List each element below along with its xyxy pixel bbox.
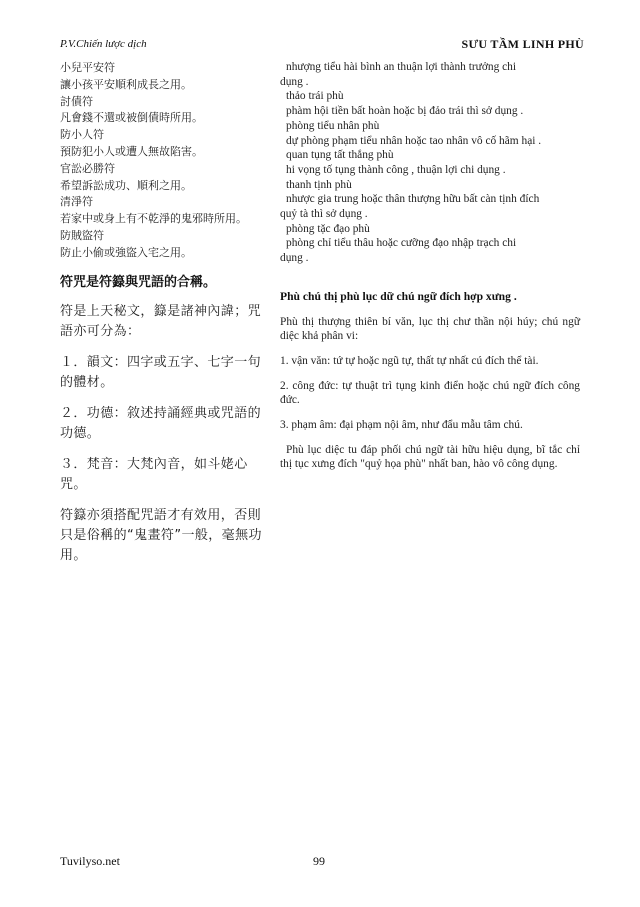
header-left-title: P.V.Chiến lược dịch xyxy=(60,38,147,50)
translation-line: quan tụng tất thắng phù xyxy=(286,149,394,162)
footer-site: Tuvilyso.net xyxy=(60,854,120,868)
section-heading-chinese: 符咒是符籙與咒語的合稱。 xyxy=(60,274,217,290)
paragraph-chinese: 符是上天秘文，籙是諸神內諱；咒語亦可分為： xyxy=(60,303,262,339)
translation-line: quỷ tà thì sở dụng . xyxy=(280,208,368,221)
translation-line: dụng . xyxy=(280,252,309,265)
paragraph-chinese: ２．功德：敘述持誦經典或咒語的功德。 xyxy=(60,405,262,441)
talisman-name: 清淨符 xyxy=(60,195,93,209)
section-heading-vietnamese: Phù chú thị phù lục dữ chú ngữ đích hợp xưng . xyxy=(280,289,517,303)
translation-line: phòng tiểu nhân phù xyxy=(286,119,380,132)
talisman-description: 凡會錢不還或被倒債時所用。 xyxy=(60,111,203,125)
translation-line: thảo trái phù xyxy=(286,90,344,103)
paragraph-chinese: １．韻文：四字或五字、七字一句的體材。 xyxy=(60,354,262,390)
paragraph-vietnamese: 3. phạm âm: đại phạm nội âm, như đẩu mẫu tâm chú. xyxy=(280,418,523,431)
translation-line: hi vọng tố tụng thành công , thuận lợi chi dụng . xyxy=(286,163,506,176)
translation-line: phòng chỉ tiểu thâu hoặc cưỡng đạo nhập trạch chi xyxy=(286,237,517,250)
talisman-description: 防止小偷或強盜入宅之用。 xyxy=(60,245,192,259)
paragraph-vietnamese: Phù lục diệc tu đáp phối chú ngữ tài hữu hiệu dụng, bĩ tắc chỉ thị tục xưng đích "quỷ họa phù" nhất ban, hào vô công dụng. xyxy=(280,443,580,470)
translation-line: dụng . xyxy=(280,75,309,88)
talisman-name: 防小人符 xyxy=(60,128,104,142)
talisman-description: 若家中或身上有不乾淨的鬼邪時所用。 xyxy=(60,212,247,226)
talisman-name: 小兒平安符 xyxy=(60,61,115,74)
paragraph-chinese: 符籙亦須搭配咒語才有效用，否則只是俗稱的“鬼畫符”一般，毫無功用。 xyxy=(60,507,262,563)
paragraph-vietnamese: 2. công đức: tự thuật trì tụng kinh điển hoặc chú ngữ đích công đức. xyxy=(280,379,580,406)
talisman-description: 預防犯小人或遭人無故陷害。 xyxy=(60,144,203,158)
translation-line: phàm hội tiền bất hoàn hoặc bị đảo trái thì sở dụng . xyxy=(286,105,524,118)
talisman-description: 希望訴訟成功、順利之用。 xyxy=(60,178,192,192)
header-right-title: SƯU TẦM LINH PHÙ xyxy=(461,37,584,51)
translation-line: phòng tặc đạo phù xyxy=(286,222,370,235)
left-column-chinese xyxy=(60,60,274,577)
talisman-name: 官訟必勝符 xyxy=(60,161,115,175)
paragraph-chinese: ３．梵音：大梵內音，如斗姥心咒。 xyxy=(60,456,248,492)
right-column-vietnamese xyxy=(280,60,580,482)
translation-line: thanh tịnh phù xyxy=(286,178,352,191)
paragraph-vietnamese: Phù thị thượng thiên bí văn, lục thị chư thần nội húy; chú ngữ diệc khả phân vi: xyxy=(280,315,580,342)
paragraph-vietnamese: 1. vận văn: tứ tự hoặc ngũ tự, thất tự nhất cú đích thể tài. xyxy=(280,354,539,367)
translation-line: nhượng tiểu hài bình an thuận lợi thành trưởng chi xyxy=(286,61,517,73)
talisman-name: 討債符 xyxy=(60,94,93,108)
translation-line: dự phòng phạm tiểu nhân hoặc tao nhân vô cố hãm hại . xyxy=(286,134,542,147)
talisman-description: 讓小孩平安順利成長之用。 xyxy=(60,77,192,91)
page-number: 99 xyxy=(313,854,325,868)
translation-line: nhược gia trung hoặc thân thượng hữu bất càn tịnh đích xyxy=(286,193,540,206)
talisman-name: 防賊盜符 xyxy=(60,228,104,242)
